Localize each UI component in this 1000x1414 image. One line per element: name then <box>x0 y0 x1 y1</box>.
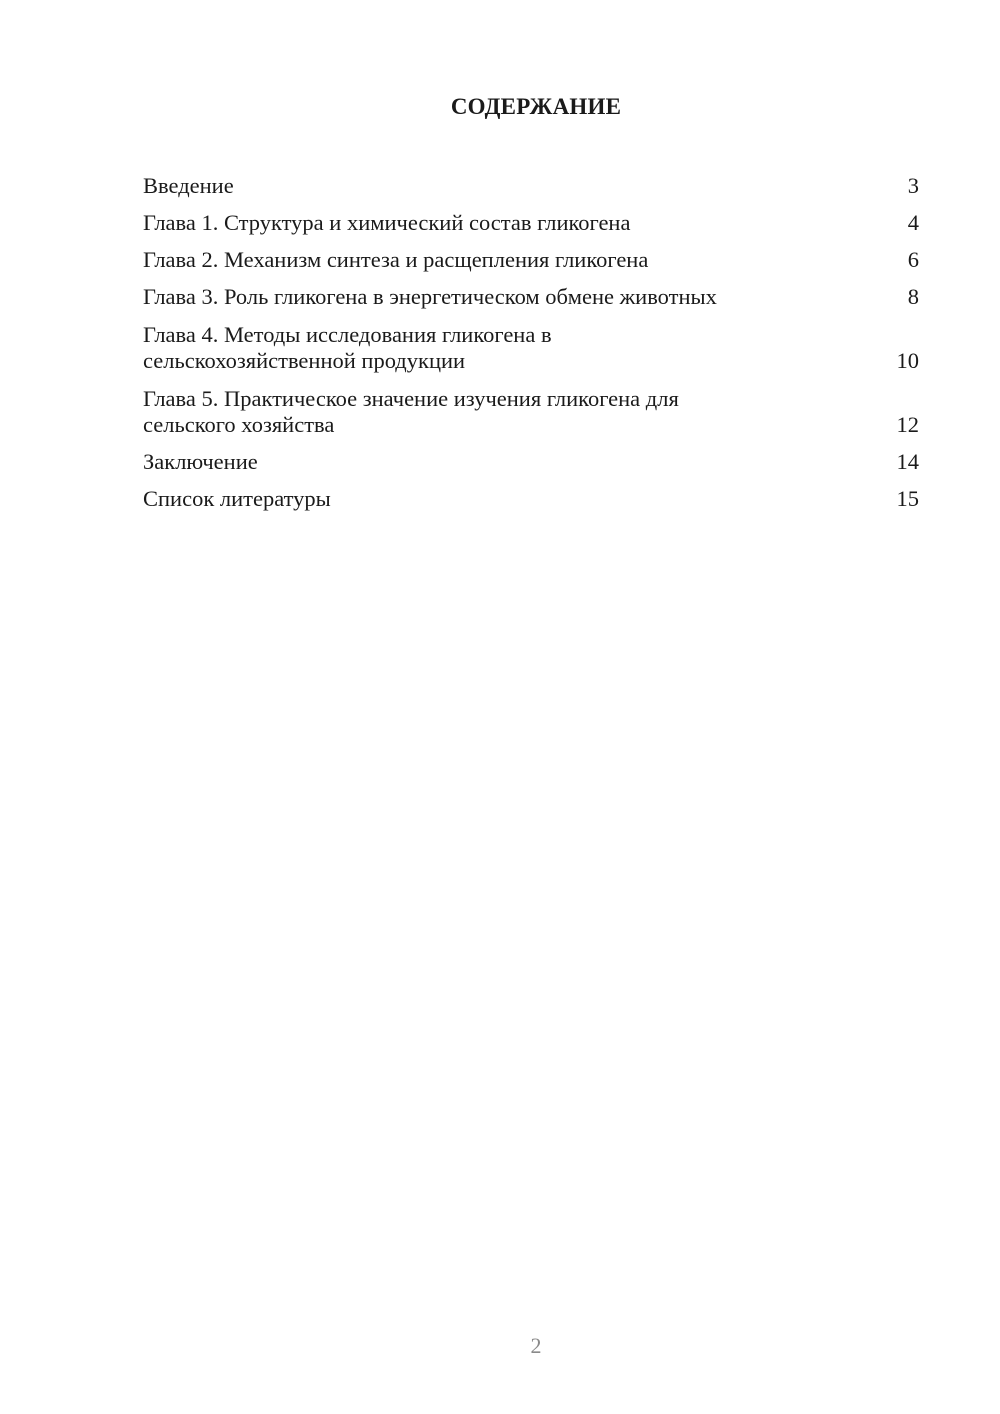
toc-entry-chapter-5 <box>143 380 919 444</box>
toc-entry-page: 8 <box>907 284 919 309</box>
toc-entry-label: Введение <box>143 173 234 198</box>
toc-entry-chapter-1 <box>143 205 919 242</box>
toc-entry-page: 12 <box>896 412 919 437</box>
toc-entry-label: Глава 2. Механизм синтеза и расщепления гликогена <box>143 247 649 272</box>
toc-entry-chapter-4 <box>143 316 919 380</box>
toc-entry-page: 4 <box>907 210 919 235</box>
toc-entry-label: Глава 4. Методы исследования гликогена в сельскохозяйственной продукции <box>143 322 552 373</box>
toc-entry-page: 15 <box>896 486 919 511</box>
toc-title: СОДЕРЖАНИЕ <box>450 94 622 119</box>
toc-entry-references <box>143 481 919 518</box>
toc-entry-chapter-3 <box>143 279 919 316</box>
toc-entry-page: 14 <box>896 449 919 474</box>
toc-entry-page: 10 <box>896 348 919 373</box>
toc-entry-page: 6 <box>907 247 919 272</box>
toc-entry-page: 3 <box>907 173 919 198</box>
page-number: 2 <box>530 1333 542 1358</box>
toc-entry-label: Глава 1. Структура и химический состав гликогена <box>143 210 631 235</box>
toc-entry-label: Заключение <box>143 449 258 474</box>
toc-entry-label: Глава 5. Практическое значение изучения гликогена для сельского хозяйства <box>143 386 679 437</box>
toc-entry-label: Глава 3. Роль гликогена в энергетическом обмене животных <box>143 284 717 309</box>
table-of-contents <box>143 168 919 518</box>
toc-entry-conclusion <box>143 444 919 481</box>
toc-entry-label: Список литературы <box>143 486 331 511</box>
toc-entry-introduction <box>143 168 919 205</box>
toc-entry-chapter-2 <box>143 242 919 279</box>
